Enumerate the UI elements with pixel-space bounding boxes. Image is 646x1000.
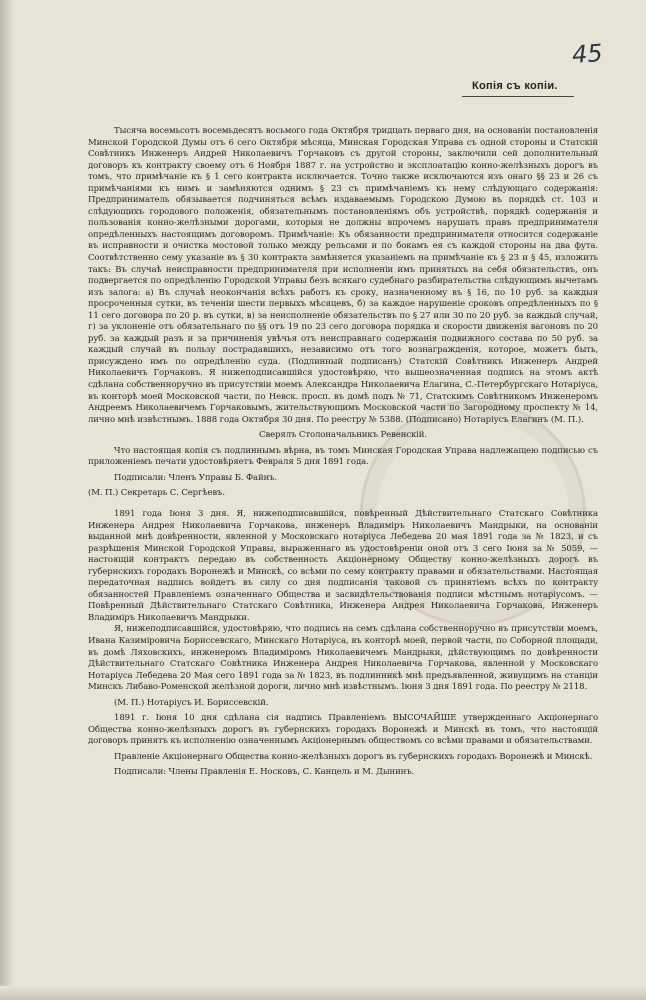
acceptance-paragraph: 1891 г. Іюня 10 дня сдѣлана сія надпись Правленіемъ ВЫСОЧАЙШЕ утвержденнаго Акціонернаго Общества конно-желѣзныхъ дорогъ въ губернскихъ городахъ Воронежѣ и Минскѣ въ томъ, что настоящій договоръ принятъ къ исполненію означеннымъ Акціонернымъ обществомъ со всѣми правами и обязательствами. <box>88 713 598 747</box>
certification-paragraph: Что настоящая копія съ подлиннымъ вѣрна, въ томъ Минская Городская Управа надлежащею подписью съ приложеніемъ печати удостовѣряетъ Февраля 5 дня 1891 года. <box>88 445 598 468</box>
transfer-paragraph: 1891 года Іюня 3 дня. Я, нижеподписавшійся, повѣренный Дѣйствительнаго Статскаго Совѣтника Инженера Андрея Николаевича Горчакова, инженеръ Владиміръ Николаевичъ Мандрыки, на основаніи выданной мнѣ довѣренности, явленной у Московскаго нотаріуса Лебедева 20 мая 1891 года за № 1823, и съ разрѣшенія Минской Городской Управы, выраженнаго въ удостовѣреніи оной отъ 3 сего Іюня за № 5059, — настоящій контрактъ передаю въ собственность Акціонерному Обществу конно-желѣзныхъ дорогъ въ губернскихъ городахъ Воронежѣ и Минскѣ, со всѣми по сему контракту правами и обязательствами. Настоящая передаточная надпись войдетъ въ силу со дня подписанія таковой съ принятіемъ всѣхъ по контракту обязанностей Правленіемъ означеннаго Общества и засвидѣтельствованія подписи мѣстнымъ нотаріусомъ. — Повѣренный Дѣйствительнаго Статскаго Совѣтника, Инженера Андрея Николаевича Горчакова, Инженеръ Владиміръ Николаевичъ Мандрыки. <box>88 508 598 623</box>
handwritten-page-number: 45 <box>571 38 604 70</box>
signature-line: Подписали: Членъ Управы Б. Файнъ. <box>114 472 278 483</box>
page-left-edge <box>0 0 14 1000</box>
notary-paragraph: Я, нижеподписавшійся, удостовѣряю, что подпись на семъ сдѣлана собственноручно въ присутствіи моемъ, Ивана Казиміровича Бориссевскаго, Минскаго Нотаріуса, въ конторѣ моей, первой части, по Соборной площади, въ домѣ Ляховскихъ, инженеромъ Владиміромъ Николаевичемъ Мандрыки, дѣйствующимъ по довѣренности Дѣйствительнаго Статскаго Совѣтника Инженера Андрея Николаевича Горчакова, явленной у Московскаго Нотаріуса Лебедева 20 Мая сего 1891 года за № 1823, въ подлинникѣ мнѣ предъявленной, живущимъ на станціи Минскъ Либаво-Роменской желѣзной дороги, лично мнѣ извѣстнымъ. Іюня 3 дня 1891 года. По реестру № 2118. <box>88 624 598 693</box>
verified-by-line: Сверялъ Столоначальникъ Ревенскій. <box>259 430 427 441</box>
page-bottom-edge <box>0 986 646 1000</box>
notary-signature-line: (М. П.) Нотаріусъ И. Бориссевскій. <box>114 697 269 708</box>
contract-paragraph: Тысяча восемьсотъ восемьдесятъ восьмого года Октября тридцать перваго дня, на основаніи постановленія Минской Городской Думы отъ 6 сего Октября мѣсяца, Минская Городская Управа съ одной стороны и Статскій Совѣтникъ Инженеръ Андрей Николаевичъ Горчаковъ съ другой стороны, заключили сей дополнительный договоръ къ контракту своему отъ 6 Ноября 1887 г. на устройство и эксплоатацію конно-желѣзныхъ дорогъ въ томъ, что примѣчаніе къ § 1 сего контракта исключается. Точно также исключаются изъ онаго §§ 23 и 26 съ примѣчаніями къ нимъ и замѣняются однимъ § 23 съ примѣчаніемъ къ нему слѣдующаго содержанія: Предприниматель обязывается подчиняться всѣмъ издаваемымъ Городскою Думою въ порядкѣ ст. 103 и слѣдующихъ городового положенія, обязательнымъ постановленіямъ объ устройствѣ, порядкѣ содержанія и пользованія конно-желѣзными дорогами, которыя не должны впрочемъ нарушать правъ предпринимателя опредѣленныхъ настоящимъ договоромъ. Примѣчаніе: Къ обязанности предпринимателя относится содержаніе въ исправности и очистка мостовой только между рельсами и по бокамъ ея съ каждой стороны на два фута. Соотвѣтственно сему указаніе въ § 30 контракта замѣняется указаніемъ на примѣчаніе къ § 23 и § 45, изложить такъ: Въ случаѣ неисправности предпринимателя при исполненіи имъ принятыхъ на себя обязательствъ, онъ подвергается по опредѣленію Городской Управы безъ всякаго судебнаго разбирательства слѣдующимъ вычетамъ изъ залога: а) Въ случаѣ неокончанія всѣхъ работъ къ сроку, назначенному въ § 16, по 10 руб. за каждыя просроченныя сутки, въ теченіи шести первыхъ мѣсяцевъ, б) за каждое нарушеніе сроковъ опредѣленныхъ по § 11 сего договора по 20 р. въ сутки, в) за неисполненіе обязательствъ по § 27 или 30 по 20 руб. за каждый случай, г) за уклоненіе отъ обязательнаго по §§ отъ 19 по 23 сего договора порядка и скорости движенія вагоновъ по 20 руб. за каждый разъ и за причиненія увѣчья отъ неисправнаго содержанія подвижного состава по 50 руб. за каждый случай въ пользу пострадавшихъ, независимо отъ того вознагражденія, которое, можетъ быть, присуждено имъ по опредѣленію суда. (Подлинный подписанъ) Статскій Совѣтникъ Инженеръ Андрей Николаевичъ Горчаковъ. Я нижеподписавшійся удостовѣряю, что вышеозначенная подпись на этомъ актѣ сдѣлана собственноручно въ присутствіи моемъ Александра Николаевича Елагина, С.-Петербургскаго Нотаріуса, въ конторѣ моей Московской части, по Невск. просп. въ домѣ подъ № 71, Статскимъ Совѣтникомъ Инженеромъ Андреемъ Николаевичемъ Горчаковымъ, жительствующимъ Московской части по Загородному проспекту № 14, лично мнѣ извѣстнымъ. 1888 года Октября 30 дня. По реестру № 5388. (Подписано) Нотаріусъ Елагинъ (М. П.). <box>88 126 598 425</box>
copy-heading: Копія съ копіи. <box>472 80 558 92</box>
board-name: Правленіе Акціонернаго Общества конно-желѣзныхъ дорогъ въ губернскихъ городахъ Воронежѣ и Минскѣ. <box>114 751 593 762</box>
seal-secretary-line: (М. П.) Секретарь С. Сергѣевъ. <box>88 488 225 499</box>
document-body <box>88 126 598 779</box>
board-signatures: Подписали: Члены Правленія Е. Носковъ, С. Канцель и М. Дынинъ. <box>114 767 415 778</box>
heading-underline <box>462 96 574 97</box>
